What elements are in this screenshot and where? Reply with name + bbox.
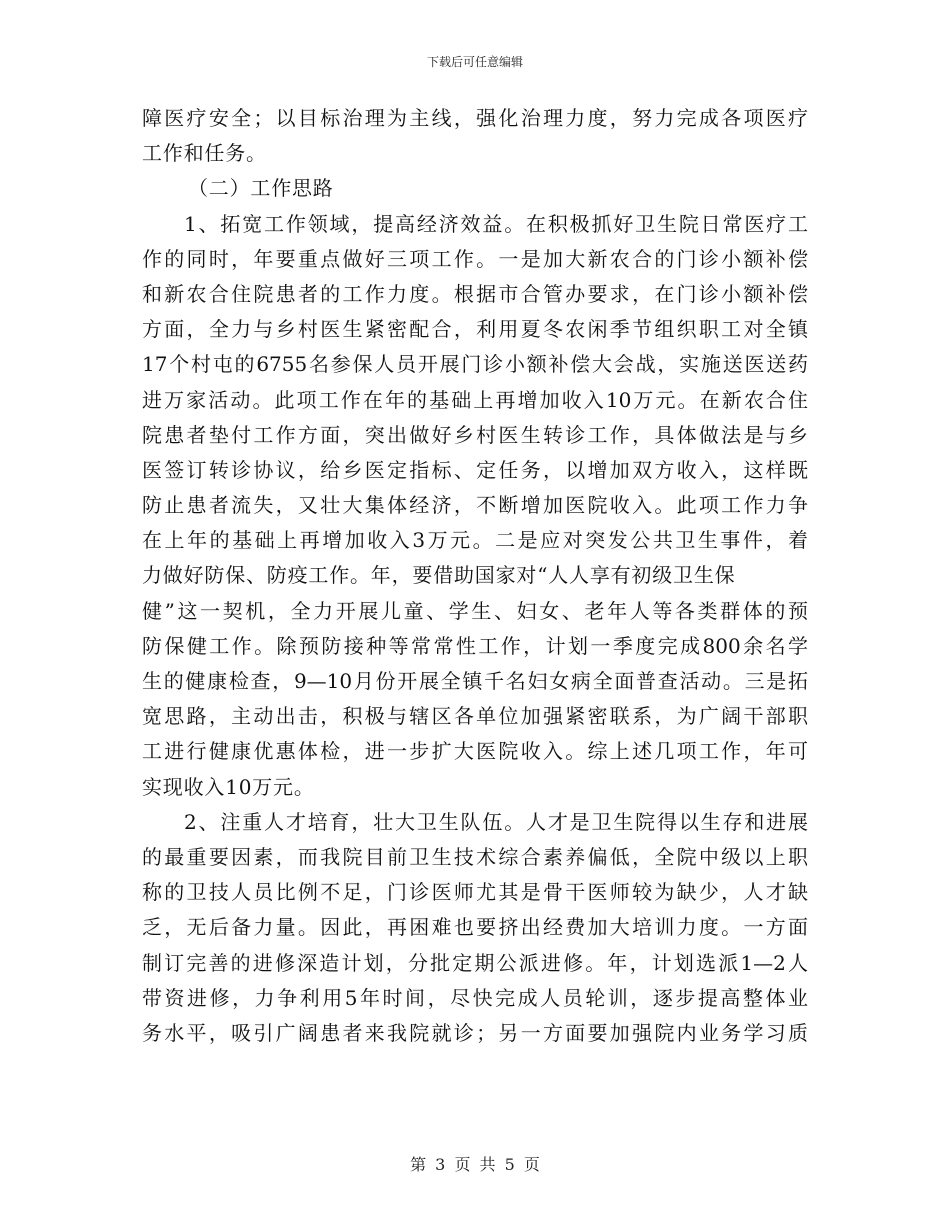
paragraph-line: 称的卫技人员比例不足，门诊医师尤其是骨干医师较为缺少，人才缺 bbox=[142, 880, 808, 905]
paragraph-line: 17个村屯的6755名参保人员开展门诊小额补偿大会战，实施送医送药 bbox=[142, 352, 808, 377]
paragraph-line: 院患者垫付工作方面，突出做好乡村医生转诊工作，具体做法是与乡 bbox=[142, 422, 808, 447]
paragraph-line: 乏，无后备力量。因此，再困难也要挤出经费加大培训力度。一方面 bbox=[142, 915, 808, 940]
page-header: 下载后可任意编辑 bbox=[426, 55, 523, 69]
paragraph-line: 宽思路，主动出击，积极与辖区各单位加强紧密联系，为广阔干部职 bbox=[142, 704, 808, 729]
page-number-footer: 第 3 页 共 5 页 bbox=[410, 1155, 540, 1174]
paragraph-line: 实现收入10万元。 bbox=[142, 774, 315, 799]
paragraph-line: 在上年的基础上再增加收入3万元。二是应对突发公共卫生事件，着 bbox=[142, 528, 808, 553]
paragraph-line: 和新农合住院患者的工作力度。根据市合管办要求，在门诊小额补偿 bbox=[142, 281, 808, 306]
paragraph-line: 方面，全力与乡村医生紧密配合，利用夏冬农闲季节组织职工对全镇 bbox=[142, 317, 808, 342]
paragraph-line: 工进行健康优惠体检，进一步扩大医院收入。综上述几项工作，年可 bbox=[142, 739, 808, 764]
paragraph-line: 生的健康检查，9—10月份开展全镇千名妇女病全面普查活动。三是拓 bbox=[142, 669, 808, 693]
paragraph-line: 务水平，吸引广阔患者来我院就诊；另一方面要加强院内业务学习质 bbox=[142, 1020, 808, 1045]
paragraph-line: 防止患者流失，又壮大集体经济，不断增加医院收入。此项工作力争 bbox=[142, 493, 808, 518]
paragraph-line: 健”这一契机，全力开展儿童、学生、妇女、老年人等各类群体的预 bbox=[142, 598, 808, 623]
paragraph-line: 作的同时，年要重点做好三项工作。一是加大新农合的门诊小额补偿 bbox=[142, 246, 808, 271]
paragraph-line: 1、拓宽工作领域，提高经济效益。在积极抓好卫生院日常医疗工 bbox=[184, 211, 808, 236]
document-body bbox=[142, 101, 808, 1051]
paragraph-line: 障医疗安全；以目标治理为主线，强化治理力度，努力完成各项医疗 bbox=[142, 106, 808, 130]
section-heading: （二）工作思路 bbox=[188, 176, 334, 201]
paragraph-line: 制订完善的进修深造计划，分批定期公派进修。年，计划选派1—2人 bbox=[142, 950, 808, 975]
paragraph-line: 的最重要因素，而我院目前卫生技术综合素养偏低，全院中级以上职 bbox=[142, 844, 808, 869]
paragraph-line: 带资进修，力争利用5年时间，尽快完成人员轮训，逐步提高整体业 bbox=[142, 985, 808, 1010]
paragraph-line: 工作和任务。 bbox=[142, 141, 267, 166]
paragraph-line: 医签订转诊协议，给乡医定指标、定任务，以增加双方收入，这样既 bbox=[142, 457, 808, 482]
paragraph-line: 力做好防保、防疫工作。年，要借助国家对“人人享有初级卫生保 bbox=[142, 563, 736, 588]
paragraph-line: 进万家活动。此项工作在年的基础上再增加收入10万元。在新农合住 bbox=[142, 387, 808, 412]
paragraph-line: 2、注重人才培育，壮大卫生队伍。人才是卫生院得以生存和进展 bbox=[184, 809, 808, 834]
paragraph-line: 防保健工作。除预防接种等常常性工作，计划一季度完成800余名学 bbox=[142, 633, 808, 658]
